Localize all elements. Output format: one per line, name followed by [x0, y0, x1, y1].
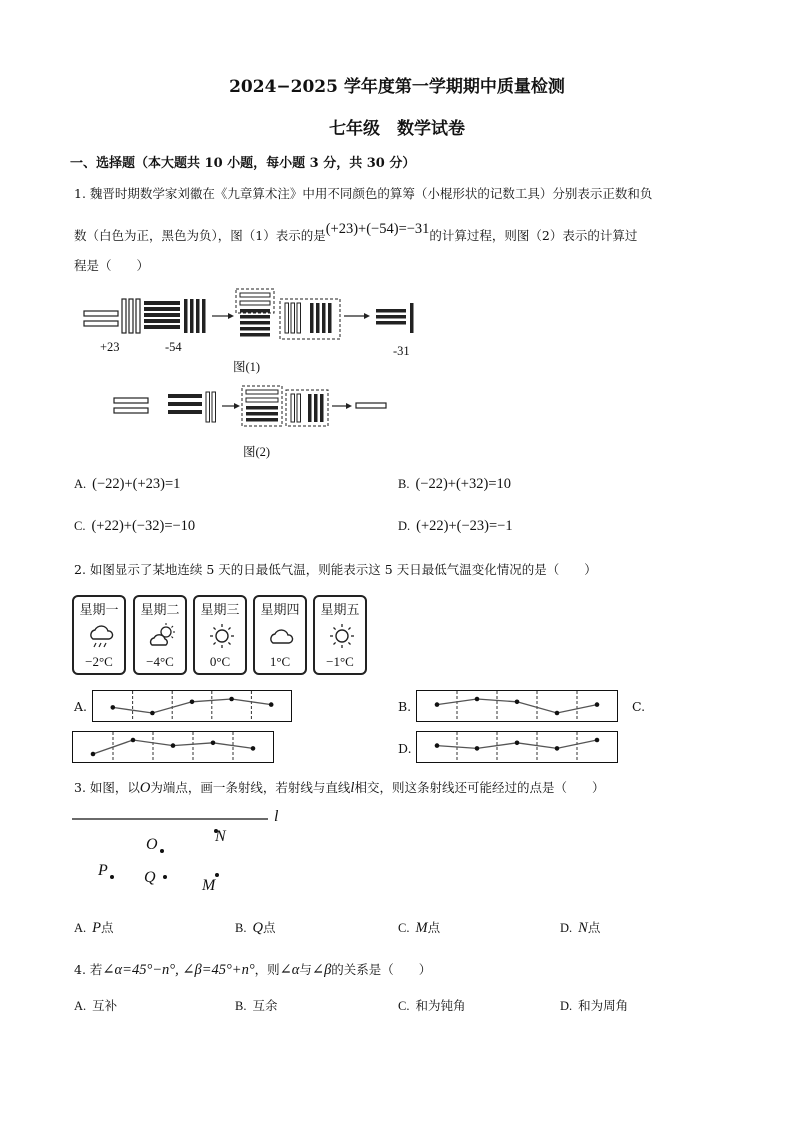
- q1-equation: (+23)+(−54)=−31: [325, 221, 430, 237]
- q3-option-b[interactable]: B. Q点: [235, 920, 276, 936]
- label-m: M: [202, 877, 216, 894]
- line-chart: [417, 732, 617, 762]
- fig1-label-minus31: -31: [393, 344, 410, 358]
- point-q: [163, 875, 167, 879]
- fig1-label-minus54: -54: [165, 340, 182, 354]
- data-point: [435, 702, 440, 707]
- q2-option-b-label[interactable]: B.: [398, 699, 412, 714]
- q3-text: 3. 如图，以O为端点，画一条射线，若射线与直线l相交，则这条射线还可能经过的点是（ ）: [74, 780, 605, 796]
- data-point: [515, 700, 520, 705]
- sun-icon: [327, 621, 357, 651]
- q3-option-d[interactable]: D. N点: [560, 920, 601, 936]
- q4-option-b[interactable]: B. 互余: [235, 998, 278, 1013]
- q2-text: 2. 如图显示了某地连续 5 天的日最低气温，则能表示这 5 天日最低气温变化情况的是（ ）: [74, 562, 597, 577]
- q3-geometry-figure: [72, 804, 302, 900]
- point-o: [160, 849, 164, 853]
- data-point: [211, 741, 216, 746]
- data-point: [171, 743, 176, 748]
- q2-option-b-chart[interactable]: [416, 690, 618, 722]
- data-point: [91, 752, 96, 757]
- line-chart: [73, 732, 273, 762]
- counting-rods-figure-2: [110, 384, 400, 436]
- day-card-wednesday: 星期三 0°C: [193, 595, 247, 675]
- q1-option-d[interactable]: D. (+22)+(−23)=−1: [398, 518, 513, 534]
- data-point: [111, 705, 116, 710]
- cloud-icon: [267, 621, 297, 651]
- page-title: 2024−2025 学年度第一学期期中质量检测: [229, 77, 565, 97]
- fig2-caption: 图(2): [243, 445, 271, 459]
- label-l: l: [274, 808, 279, 825]
- data-point: [595, 738, 600, 743]
- data-point: [150, 711, 155, 716]
- q4-equation: ∠α=45°−n°, ∠β=45°+n°: [102, 962, 255, 978]
- q2-option-d-label[interactable]: D.: [398, 741, 412, 756]
- data-point: [435, 743, 440, 748]
- q2-option-c-chart[interactable]: [72, 731, 274, 763]
- q1-option-b[interactable]: B. (−22)+(+32)=10: [398, 476, 511, 492]
- data-point: [229, 697, 234, 702]
- page-subtitle: 七年级 数学试卷: [329, 119, 465, 139]
- q1-line2: 数（白色为正，黑色为负），图（1）表示的是(+23)+(−54)=−31的计算过程，则图（2）表示的计算过: [74, 221, 638, 243]
- data-point: [555, 711, 560, 716]
- day-card-monday: 星期一 −2°C: [72, 595, 126, 675]
- partly-sunny-icon: [147, 621, 177, 651]
- data-point: [269, 702, 274, 707]
- data-point: [131, 738, 136, 743]
- q2-option-d-chart[interactable]: [416, 731, 618, 763]
- label-o: O: [146, 836, 158, 853]
- q2-option-a-label[interactable]: A.: [74, 699, 88, 714]
- q4-option-c[interactable]: C. 和为钝角: [398, 998, 466, 1013]
- fig1-caption: 图(1): [233, 360, 261, 374]
- q2-option-a-chart[interactable]: [92, 690, 292, 722]
- rain-cloud-icon: [86, 621, 116, 651]
- day-card-thursday: 星期四 1°C: [253, 595, 307, 675]
- point-p: [110, 875, 114, 879]
- data-point: [555, 746, 560, 751]
- data-point: [475, 746, 480, 751]
- data-point: [190, 700, 195, 705]
- label-p: P: [98, 862, 108, 879]
- line-chart: [93, 691, 291, 721]
- q4-text: 4. 若∠α=45°−n°, ∠β=45°+n°，则∠α与∠β的关系是（ ）: [74, 962, 432, 978]
- line-chart: [417, 691, 617, 721]
- q3-option-c[interactable]: C. M点: [398, 920, 441, 936]
- q1-option-c[interactable]: C. (+22)+(−32)=−10: [74, 518, 196, 534]
- data-point: [595, 702, 600, 707]
- q1-option-a[interactable]: A. (−22)+(+23)=1: [74, 476, 181, 492]
- data-point: [515, 741, 520, 746]
- label-n: N: [215, 828, 226, 845]
- q3-option-a[interactable]: A. P点: [74, 920, 114, 936]
- q4-option-d[interactable]: D. 和为周角: [560, 998, 629, 1013]
- point-m: [215, 873, 219, 877]
- label-q: Q: [144, 869, 156, 886]
- section-heading: 一、选择题（本大题共 10 小题，每小题 3 分，共 30 分）: [70, 156, 416, 171]
- data-point: [475, 697, 480, 702]
- sun-icon: [207, 621, 237, 651]
- q4-option-a[interactable]: A. 互补: [74, 998, 118, 1013]
- data-point: [251, 746, 256, 751]
- fig1-label-plus23: +23: [100, 340, 120, 354]
- q1-line3: 程是（ ）: [74, 258, 150, 273]
- day-card-tuesday: 星期二 −4°C: [133, 595, 187, 675]
- q1-line1: 1. 魏晋时期数学家刘徽在《九章算术注》中用不同颜色的算筹（小棍形状的记数工具）分别表示正数和负: [74, 186, 653, 201]
- day-card-friday: 星期五 −1°C: [313, 595, 367, 675]
- q2-option-c-label[interactable]: C.: [632, 699, 646, 714]
